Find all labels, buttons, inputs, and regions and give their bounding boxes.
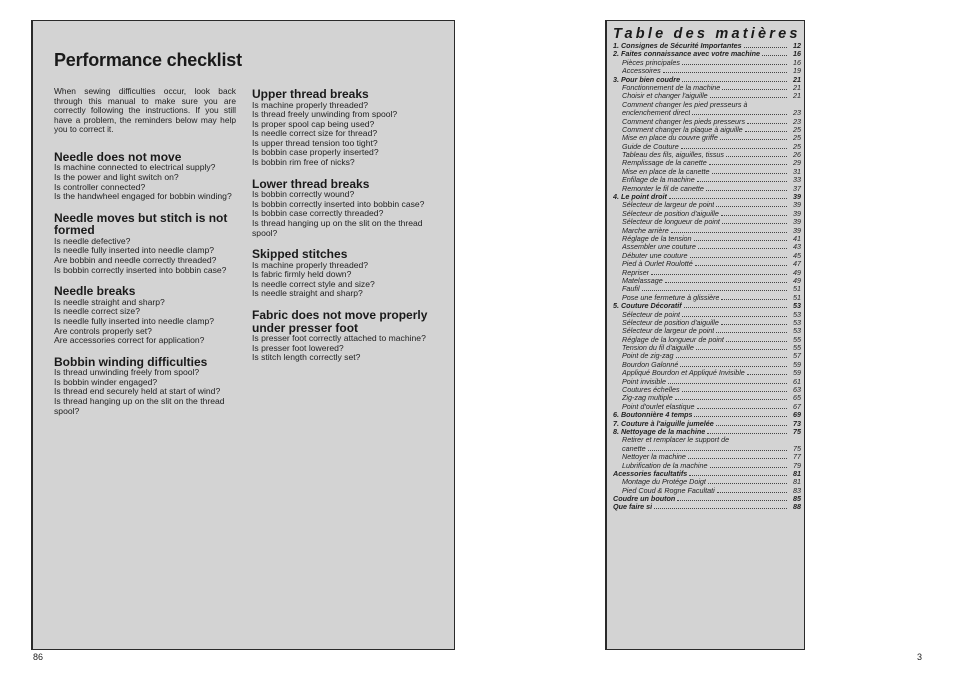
toc-entry-page: 49 (793, 267, 801, 277)
section-heading: Needle breaks (54, 284, 136, 299)
toc-entry-label: Matelassage (622, 276, 663, 285)
toc-entry-page: 53 (793, 317, 801, 327)
toc-leader-dots (717, 487, 787, 493)
toc-leader-dots (722, 218, 787, 224)
toc-leader-dots (676, 352, 787, 358)
toc-entry-page: 79 (793, 460, 801, 470)
toc-entry-label: Sélecteur de largeur de point (622, 201, 715, 210)
toc-leader-dots (695, 260, 787, 266)
checklist-question: Is the power and light switch on? (54, 172, 179, 183)
toc-entry (613, 134, 801, 142)
checklist-question: Is bobbin winder engaged? (54, 376, 158, 387)
toc-entry-page: 12 (793, 41, 801, 50)
toc-entry (613, 243, 801, 251)
toc-leader-dots (689, 470, 787, 476)
checklist-question: Is machine connected to electrical supply? (54, 162, 216, 173)
toc-page (605, 20, 805, 650)
toc-entry-label: Retirer et remplacer le support de (622, 436, 730, 445)
toc-entry (613, 168, 801, 176)
toc-entry (613, 394, 801, 402)
toc-entry-page: 23 (793, 116, 801, 126)
toc-entry-label: Montage du Protége Doigt (622, 478, 706, 487)
toc-entry-page: 55 (793, 334, 801, 344)
checklist-question: Is needle correct size for thread? (252, 128, 378, 139)
checklist-page (31, 20, 455, 650)
toc-entry (613, 227, 801, 235)
checklist-question: Is bobbin case properly inserted? (252, 147, 379, 158)
toc-entry-label: Guide de Couture (622, 142, 679, 151)
checklist-section (54, 151, 236, 202)
toc-entry-page: 37 (793, 183, 801, 193)
toc-entry-page: 21 (793, 82, 801, 92)
toc-entry-label: Mise en place du couvre griffe (622, 134, 718, 143)
toc-entry-label: Point de zig-zag (622, 352, 674, 361)
toc-entry-page: 39 (793, 217, 801, 227)
toc-leader-dots (709, 159, 787, 165)
toc-entry-label: Tableau des fils, aiguilles, tissus (622, 151, 725, 160)
toc-leader-dots (762, 50, 787, 56)
toc-entry-page: 81 (793, 468, 801, 478)
toc-entry-page: 51 (793, 284, 801, 294)
toc-entry-page: 39 (793, 208, 801, 218)
checklist-question: Is needle straight and sharp? (54, 296, 165, 307)
toc-leader-dots (682, 76, 787, 82)
toc-leader-dots (688, 453, 787, 459)
toc-entry (613, 101, 801, 109)
toc-entry (613, 252, 801, 260)
checklist-question: Is thread unwinding freely from spool? (54, 367, 200, 378)
toc-entry-page: 53 (793, 301, 801, 311)
checklist-question: Is presser foot correctly attached to machine? (252, 333, 426, 343)
checklist-column-right (252, 88, 440, 363)
toc-entry (613, 495, 801, 503)
toc-entry (613, 159, 801, 167)
toc-entry-label: Pièces principales (622, 58, 680, 67)
toc-entry (613, 294, 801, 302)
toc-entry (613, 269, 801, 277)
checklist-question: Is bobbin correctly inserted into bobbin case? (252, 198, 425, 209)
toc-entry (613, 151, 801, 159)
checklist-question: Is thread hanging up on the slit on the thread spool? (54, 395, 225, 416)
toc-leader-dots (721, 294, 787, 300)
toc-entry-label: 5. Couture Décoratif (613, 302, 682, 311)
toc-entry-label: Sélecteur de longueur de point (622, 218, 720, 227)
toc-entry-label: Marche arrière (622, 226, 669, 235)
toc-entry-page: 39 (793, 200, 801, 210)
toc-entry-page: 19 (793, 66, 801, 76)
toc-entry (613, 126, 801, 134)
toc-entry-page: 41 (793, 233, 801, 243)
toc-entry (613, 285, 801, 293)
toc-entry-page: 59 (793, 359, 801, 369)
toc-entry-page: 53 (793, 309, 801, 319)
toc-entry-page: 69 (793, 410, 801, 420)
toc-entry-label: Comment changer les pieds presseurs (622, 117, 746, 126)
checklist-question: Is needle straight and sharp? (252, 288, 363, 299)
toc-entry-label: Pied à Ourlet Roulotté (622, 260, 693, 269)
toc-entry (613, 403, 801, 411)
toc-entry-label: Faufil (622, 285, 640, 294)
toc-leader-dots (681, 143, 787, 149)
toc-entry (613, 453, 801, 461)
toc-entry (613, 260, 801, 268)
checklist-section (252, 178, 440, 238)
toc-leader-dots (697, 403, 788, 409)
toc-entry (613, 109, 801, 117)
toc-entry (613, 302, 801, 310)
toc-entry-label: Sélecteur de point (622, 310, 680, 319)
toc-entry (613, 420, 801, 428)
toc-entry (613, 84, 801, 92)
toc-entry (613, 185, 801, 193)
toc-entry-label: 1. Consignes de Sécurité Importantes (613, 42, 742, 50)
toc-entry-label: Débuter une couture (622, 251, 688, 260)
page-title: Performance checklist (54, 50, 242, 70)
section-heading: Needle moves but stitch is not formed (54, 210, 228, 238)
toc-entry-label: Remonter le fil de canette (622, 184, 704, 193)
checklist-column-left (54, 87, 236, 416)
toc-entry-label: Accessoires (622, 67, 661, 76)
toc-entry-page: 49 (793, 275, 801, 285)
checklist-question: Is presser foot lowered? (252, 342, 344, 353)
toc-entry (613, 76, 801, 84)
toc-leader-dots (707, 428, 787, 434)
toc-leader-dots (694, 235, 787, 241)
toc-entry-page: 39 (793, 192, 801, 202)
toc-entry-page: 43 (793, 242, 801, 252)
toc-leader-dots (677, 495, 787, 501)
toc-entry-page: 55 (793, 343, 801, 353)
toc-entry-label: Que faire si (613, 503, 653, 512)
toc-entry-page: 59 (793, 368, 801, 378)
toc-entry-label: Point d'ourlet elastique (622, 402, 695, 411)
toc-leader-dots (710, 462, 787, 468)
toc-leader-dots (745, 126, 787, 132)
toc-entry-label: Point invisible (622, 377, 666, 386)
toc-entry-page: 88 (793, 502, 801, 512)
toc-entry (613, 143, 801, 151)
toc-entry-label: Enfilage de la machine (622, 176, 695, 185)
toc-entry-label: Zig-zag multiple (622, 394, 673, 403)
toc-entry-label: Sélecteur de position d'aiguille (622, 209, 719, 218)
toc-entry-page: 26 (793, 150, 801, 160)
section-heading: Upper thread breaks (252, 87, 369, 101)
toc-entry-page: 29 (793, 158, 801, 168)
checklist-question: Is upper thread tension too tight? (252, 137, 378, 148)
toc-entry (613, 92, 801, 100)
toc-entry-label: Comment changer les pied presseurs à (622, 100, 748, 109)
toc-entry (613, 478, 801, 486)
toc-entry (613, 235, 801, 243)
toc-entry-page: 33 (793, 175, 801, 185)
toc-leader-dots (663, 67, 787, 73)
toc-leader-dots (682, 59, 787, 65)
section-heading: Needle does not move (54, 149, 182, 164)
checklist-section (54, 356, 236, 416)
toc-list (613, 42, 801, 512)
toc-entry-label: Pose une fermeture à glissière (622, 293, 720, 302)
toc-entry-label: 2. Faites connaissance avec votre machine (613, 50, 761, 59)
toc-entry-label: Pied Coud & Rogne Facultati (622, 486, 715, 495)
toc-entry-label: Comment changer la plaque à aiguille (622, 125, 743, 134)
toc-entry (613, 218, 801, 226)
toc-entry (613, 428, 801, 436)
section-heading: Skipped stitches (252, 247, 348, 262)
toc-entry-label: Lubrification de la machine (622, 461, 708, 470)
toc-entry-label: Bourdon Galonné (622, 360, 679, 369)
toc-leader-dots (696, 344, 787, 350)
toc-leader-dots (747, 369, 787, 375)
toc-leader-dots (722, 84, 787, 90)
toc-leader-dots (706, 185, 787, 191)
toc-entry (613, 50, 801, 58)
toc-entry-label: Coutures échelles (622, 386, 680, 395)
checklist-section (252, 248, 440, 299)
checklist-question: Is needle fully inserted into needle clamp? (54, 315, 215, 326)
toc-leader-dots (648, 445, 787, 451)
toc-leader-dots (682, 386, 787, 392)
checklist-question: Is needle correct size? (54, 306, 140, 317)
toc-leader-dots (708, 478, 787, 484)
toc-entry (613, 369, 801, 377)
toc-entry-page: 75 (793, 426, 801, 436)
checklist-question: Are accessories correct for application? (54, 335, 205, 346)
checklist-question: Is controller connected? (54, 181, 146, 192)
toc-entry-page: 25 (793, 124, 801, 134)
toc-leader-dots (697, 176, 787, 182)
toc-entry-page: 63 (793, 385, 801, 395)
toc-leader-dots (680, 361, 787, 367)
toc-entry-page: 25 (793, 141, 801, 151)
toc-entry (613, 344, 801, 352)
checklist-question: Is needle fully inserted into needle clamp? (54, 245, 215, 256)
checklist-section (54, 285, 236, 345)
checklist-question: Is proper spool cap being used? (252, 118, 375, 129)
toc-entry-label: Mise en place de la canette (622, 167, 710, 176)
toc-entry (613, 201, 801, 209)
toc-entry (613, 378, 801, 386)
toc-entry-page: 85 (793, 494, 801, 504)
toc-leader-dots (682, 311, 787, 317)
checklist-question: Is machine properly threaded? (252, 99, 369, 110)
toc-leader-dots (669, 193, 787, 199)
toc-entry-page: 39 (793, 225, 801, 235)
toc-entry-label: enclenchement direct (622, 109, 691, 118)
page-number-left: 86 (33, 652, 44, 662)
toc-entry (613, 386, 801, 394)
toc-leader-dots (710, 92, 787, 98)
section-heading: Bobbin winding difficulties (54, 354, 208, 369)
toc-entry-page: 81 (793, 477, 801, 487)
toc-entry-label: Réglage de la longueur de point (622, 335, 724, 344)
checklist-question: Is stitch length correctly set? (252, 352, 361, 363)
toc-entry-page: 57 (793, 351, 801, 361)
toc-entry-label: Choisir et changer l'aiguille (622, 92, 708, 101)
toc-entry (613, 470, 801, 478)
checklist-question: Is bobbin correctly inserted into bobbin case? (54, 264, 227, 275)
toc-title: Table des matières (613, 26, 801, 42)
toc-entry (613, 503, 801, 511)
checklist-question: Is bobbin correctly wound? (252, 189, 355, 200)
toc-entry (613, 445, 801, 453)
toc-leader-dots (721, 210, 787, 216)
page-number-right: 3 (917, 652, 923, 662)
toc-leader-dots (716, 201, 787, 207)
toc-leader-dots (726, 151, 787, 157)
toc-entry (613, 42, 801, 50)
toc-leader-dots (716, 420, 787, 426)
toc-entry (613, 436, 801, 444)
toc-entry (613, 411, 801, 419)
checklist-question: Is fabric firmly held down? (252, 269, 352, 280)
checklist-section (54, 212, 236, 275)
toc-entry-label: 6. Boutonnière 4 temps (613, 411, 693, 420)
toc-entry-page: 61 (793, 376, 801, 386)
toc-entry-page: 51 (793, 292, 801, 302)
toc-leader-dots (665, 277, 787, 283)
toc-leader-dots (716, 327, 787, 333)
toc-entry-label: Acessories facultatifs (613, 469, 688, 478)
toc-leader-dots (692, 109, 787, 115)
toc-leader-dots (726, 336, 787, 342)
toc-entry-page: 31 (793, 166, 801, 176)
toc-leader-dots (712, 168, 787, 174)
section-heading: Fabric does not move properly under presser foot (252, 308, 428, 335)
toc-entry-label: Tension du fil d'aiguille (622, 344, 694, 353)
toc-entry-page: 77 (793, 452, 801, 462)
toc-entry (613, 319, 801, 327)
checklist-question: Is thread hanging up on the slit on the thread spool? (252, 217, 423, 238)
toc-entry-page: 53 (793, 326, 801, 336)
toc-leader-dots (654, 503, 787, 509)
checklist-question: Is machine properly threaded? (252, 259, 369, 270)
toc-entry-label: 7. Couture à l'aiguille jumelée (613, 419, 714, 428)
toc-entry-page: 16 (793, 49, 801, 59)
intro-paragraph: When sewing difficulties occur, look back through this manual to make sure you are correctly following the instructions. If you still have a problem, the reminders below may help you to correct it. (54, 86, 236, 135)
toc-entry-label: Repriser (622, 268, 650, 277)
toc-entry-page: 25 (793, 133, 801, 143)
toc-entry-label: Fonctionnement de la machine (622, 83, 721, 92)
toc-entry (613, 311, 801, 319)
toc-entry-label: Nettoyer la machine (622, 453, 686, 462)
toc-leader-dots (744, 42, 787, 48)
checklist-question: Is the handwheel engaged for bobbin winding? (54, 191, 232, 202)
toc-leader-dots (675, 394, 787, 400)
checklist-question: Is bobbin rim free of nicks? (252, 157, 355, 168)
toc-entry-label: Appliqué Bourdon et Appliqué Invisible (622, 369, 745, 378)
toc-leader-dots (651, 269, 787, 275)
toc-leader-dots (642, 285, 787, 291)
toc-leader-dots (671, 227, 787, 233)
checklist-question: Is bobbin case correctly threaded? (252, 208, 384, 219)
toc-entry (613, 277, 801, 285)
toc-entry-page: 83 (793, 485, 801, 495)
toc-entry (613, 210, 801, 218)
toc-entry-label: Sélecteur de position d'aiguille (622, 318, 719, 327)
toc-entry-label: Assembler une couture (622, 243, 696, 252)
toc-entry-page: 73 (793, 418, 801, 428)
toc-entry (613, 59, 801, 67)
toc-leader-dots (747, 118, 787, 124)
toc-leader-dots (698, 243, 787, 249)
toc-entry-label: 8. Nettoyage de la machine (613, 427, 706, 436)
toc-entry (613, 176, 801, 184)
toc-entry-label: 3. Pour bien coudre (613, 75, 681, 84)
toc-entry-page: 67 (793, 401, 801, 411)
toc-entry-label: Remplissage de la canette (622, 159, 707, 168)
toc-leader-dots (721, 319, 787, 325)
checklist-question: Is thread end securely held at start of wind? (54, 386, 221, 397)
toc-entry-label: 4. Le point droit (613, 193, 667, 202)
toc-entry-label: Réglage de la tension (622, 234, 692, 243)
toc-entry-page: 16 (793, 57, 801, 67)
toc-entry (613, 462, 801, 470)
toc-entry (613, 487, 801, 495)
section-heading: Lower thread breaks (252, 176, 370, 191)
toc-entry-label: Sélecteur de largeur de point (622, 327, 715, 336)
checklist-question: Is needle defective? (54, 235, 131, 246)
toc-entry (613, 327, 801, 335)
toc-entry-page: 21 (793, 91, 801, 101)
toc-entry-page: 65 (793, 393, 801, 403)
toc-leader-dots (668, 378, 787, 384)
checklist-section (252, 309, 440, 363)
toc-leader-dots (684, 302, 787, 308)
toc-entry (613, 118, 801, 126)
toc-entry-label: canette (622, 444, 646, 453)
toc-entry-page: 21 (793, 74, 801, 84)
toc-entry-page: 23 (793, 108, 801, 118)
toc-entry-label: Coudre un bouton (613, 495, 676, 504)
toc-entry (613, 336, 801, 344)
checklist-question: Are bobbin and needle correctly threaded? (54, 255, 217, 266)
toc-entry-page: 47 (793, 259, 801, 269)
checklist-question: Is needle correct style and size? (252, 278, 375, 289)
toc-entry (613, 352, 801, 360)
toc-entry-page: 45 (793, 250, 801, 260)
checklist-question: Is thread freely unwinding from spool? (252, 109, 398, 120)
checklist-question: Are controls properly set? (54, 325, 152, 336)
toc-leader-dots (690, 252, 787, 258)
toc-entry (613, 193, 801, 201)
toc-leader-dots (694, 411, 787, 417)
checklist-section (252, 88, 440, 168)
toc-entry (613, 361, 801, 369)
toc-leader-dots (720, 134, 787, 140)
toc-entry (613, 67, 801, 75)
toc-entry-page: 75 (793, 443, 801, 453)
